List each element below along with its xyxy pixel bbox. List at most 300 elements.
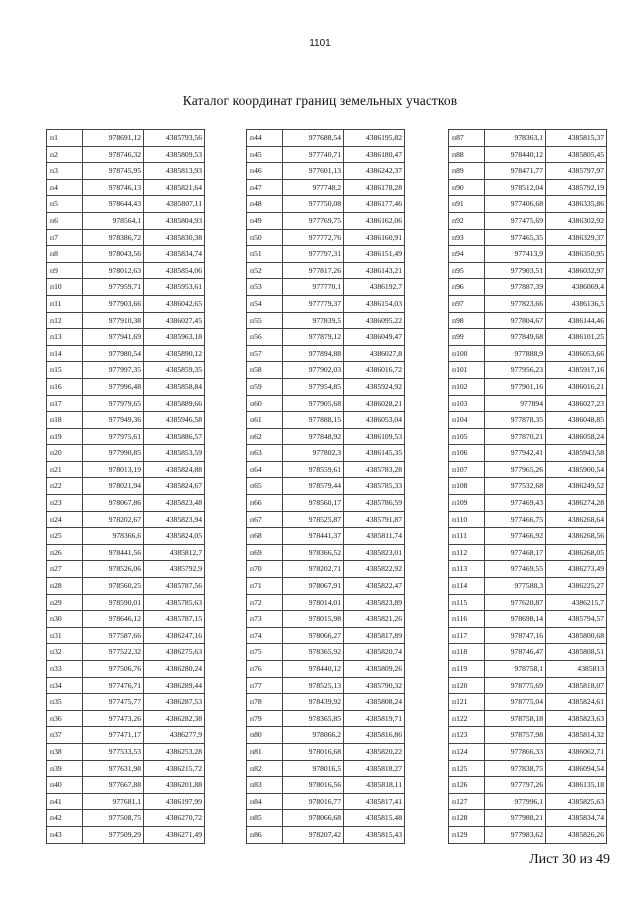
y-coordinate: 4386201,88	[144, 777, 205, 794]
x-coordinate: 977750,08	[283, 196, 344, 213]
table-row	[247, 412, 405, 429]
x-coordinate: 977838,75	[485, 760, 546, 777]
x-coordinate: 978066,2	[283, 727, 344, 744]
y-coordinate: 4385823,89	[344, 594, 405, 611]
point-label: п33	[47, 661, 83, 678]
table-row	[247, 810, 405, 827]
x-coordinate: 977620,87	[485, 594, 546, 611]
table-row	[247, 528, 405, 545]
point-label: п71	[247, 578, 283, 595]
y-coordinate: 4385819,71	[344, 710, 405, 727]
table-row	[247, 727, 405, 744]
x-coordinate: 978560,17	[283, 495, 344, 512]
point-label: п83	[247, 777, 283, 794]
x-coordinate: 977770,1	[283, 279, 344, 296]
point-label: п77	[247, 677, 283, 694]
point-label: п30	[47, 611, 83, 628]
table-row	[247, 295, 405, 312]
table-row	[247, 743, 405, 760]
table-row	[449, 312, 607, 329]
point-label: п81	[247, 743, 283, 760]
y-coordinate: 4385853,59	[144, 445, 205, 462]
x-coordinate: 977748,2	[283, 179, 344, 196]
point-label: п55	[247, 312, 283, 329]
table-row	[247, 677, 405, 694]
x-coordinate: 978043,56	[83, 246, 144, 263]
x-coordinate: 977997,35	[83, 362, 144, 379]
table-row	[247, 578, 405, 595]
x-coordinate: 977802,3	[283, 445, 344, 462]
y-coordinate: 4386144,46	[546, 312, 607, 329]
y-coordinate: 4385813,93	[144, 163, 205, 180]
y-coordinate: 4385817,41	[344, 793, 405, 810]
x-coordinate: 977522,32	[83, 644, 144, 661]
y-coordinate: 4385786,59	[344, 495, 405, 512]
table-row	[449, 345, 607, 362]
table-row	[247, 212, 405, 229]
y-coordinate: 4386247,16	[144, 627, 205, 644]
x-coordinate: 978745,95	[83, 163, 144, 180]
y-coordinate: 4385785,33	[344, 478, 405, 495]
point-label: п126	[449, 777, 485, 794]
point-label: п12	[47, 312, 83, 329]
table-row	[449, 594, 607, 611]
y-coordinate: 4385818,27	[344, 760, 405, 777]
point-label: п23	[47, 495, 83, 512]
x-coordinate: 977667,88	[83, 777, 144, 794]
table-row	[247, 395, 405, 412]
point-label: п69	[247, 544, 283, 561]
point-label: п118	[449, 644, 485, 661]
x-coordinate: 978746,13	[83, 179, 144, 196]
y-coordinate: 4385804,93	[144, 212, 205, 229]
x-coordinate: 978363,1	[485, 130, 546, 147]
point-label: п53	[247, 279, 283, 296]
point-label: п66	[247, 495, 283, 512]
y-coordinate: 4386195,82	[344, 130, 405, 147]
table-row	[449, 544, 607, 561]
table-row	[449, 495, 607, 512]
point-label: п48	[247, 196, 283, 213]
y-coordinate: 4385858,84	[144, 378, 205, 395]
x-coordinate: 978775,04	[485, 694, 546, 711]
point-label: п57	[247, 345, 283, 362]
table-row	[449, 743, 607, 760]
y-coordinate: 4385794,57	[546, 611, 607, 628]
table-row	[247, 428, 405, 445]
point-label: п124	[449, 743, 485, 760]
point-label: п51	[247, 246, 283, 263]
point-label: п52	[247, 262, 283, 279]
table-row	[47, 661, 205, 678]
x-coordinate: 977466,92	[485, 528, 546, 545]
y-coordinate: 4385791,87	[344, 511, 405, 528]
table-row	[449, 561, 607, 578]
table-row	[47, 412, 205, 429]
x-coordinate: 977849,68	[485, 329, 546, 346]
x-coordinate: 978590,01	[83, 594, 144, 611]
table-row	[47, 378, 205, 395]
point-label: п75	[247, 644, 283, 661]
x-coordinate: 977990,85	[83, 445, 144, 462]
y-coordinate: 4386287,53	[144, 694, 205, 711]
y-coordinate: 4385792,19	[546, 179, 607, 196]
x-coordinate: 977879,12	[283, 329, 344, 346]
y-coordinate: 4386027,45	[144, 312, 205, 329]
table-row	[247, 378, 405, 395]
y-coordinate: 4386289,44	[144, 677, 205, 694]
x-coordinate: 977532,68	[485, 478, 546, 495]
table-row	[247, 179, 405, 196]
y-coordinate: 4386027,23	[546, 395, 607, 412]
point-label: п50	[247, 229, 283, 246]
point-label: п86	[247, 826, 283, 843]
point-label: п43	[47, 826, 83, 843]
y-coordinate: 4386032,97	[546, 262, 607, 279]
y-coordinate: 4385834,74	[546, 810, 607, 827]
table-row	[47, 627, 205, 644]
y-coordinate: 4386268,64	[546, 511, 607, 528]
x-coordinate: 978014,01	[283, 594, 344, 611]
x-coordinate: 978012,63	[83, 262, 144, 279]
point-label: п97	[449, 295, 485, 312]
x-coordinate: 978564,1	[83, 212, 144, 229]
table-row	[449, 478, 607, 495]
table-row	[47, 445, 205, 462]
table-row	[47, 578, 205, 595]
point-label: п20	[47, 445, 83, 462]
x-coordinate: 977983,62	[485, 826, 546, 843]
point-label: п54	[247, 295, 283, 312]
coordinates-table-middle	[246, 129, 405, 844]
x-coordinate: 978066,68	[283, 810, 344, 827]
y-coordinate: 4386280,24	[144, 661, 205, 678]
y-coordinate: 4386274,28	[546, 495, 607, 512]
table-row	[247, 262, 405, 279]
point-label: п115	[449, 594, 485, 611]
y-coordinate: 4386215,7	[546, 594, 607, 611]
table-row	[449, 196, 607, 213]
y-coordinate: 4386058,24	[546, 428, 607, 445]
y-coordinate: 4386154,03	[344, 295, 405, 312]
y-coordinate: 4386271,49	[144, 826, 205, 843]
table-row	[247, 246, 405, 263]
x-coordinate: 978440,12	[485, 146, 546, 163]
y-coordinate: 4385924,92	[344, 378, 405, 395]
y-coordinate: 4385823,94	[144, 511, 205, 528]
point-label: п120	[449, 677, 485, 694]
table-row	[47, 826, 205, 843]
table-row	[247, 146, 405, 163]
x-coordinate: 978758,1	[485, 661, 546, 678]
table-row	[247, 594, 405, 611]
table-row	[247, 544, 405, 561]
point-label: п116	[449, 611, 485, 628]
point-label: п72	[247, 594, 283, 611]
table-row	[247, 694, 405, 711]
point-label: п14	[47, 345, 83, 362]
table-row	[449, 677, 607, 694]
y-coordinate: 4385854,06	[144, 262, 205, 279]
y-coordinate: 4385859,35	[144, 362, 205, 379]
y-coordinate: 4385811,74	[344, 528, 405, 545]
y-coordinate: 4385815,48	[344, 810, 405, 827]
x-coordinate: 978746,32	[83, 146, 144, 163]
point-label: п4	[47, 179, 83, 196]
x-coordinate: 977954,85	[283, 378, 344, 395]
x-coordinate: 977956,23	[485, 362, 546, 379]
table-row	[47, 727, 205, 744]
point-label: п104	[449, 412, 485, 429]
y-coordinate: 4386028,21	[344, 395, 405, 412]
point-label: п31	[47, 627, 83, 644]
table-row	[47, 329, 205, 346]
table-row	[247, 345, 405, 362]
y-coordinate: 4385800,68	[546, 627, 607, 644]
coordinates-table-left	[46, 129, 205, 844]
point-label: п8	[47, 246, 83, 263]
y-coordinate: 4385917,16	[546, 362, 607, 379]
point-label: п18	[47, 412, 83, 429]
y-coordinate: 4386277,9	[144, 727, 205, 744]
table-row	[47, 561, 205, 578]
table-row	[247, 495, 405, 512]
y-coordinate: 4385807,11	[144, 196, 205, 213]
table-row	[449, 445, 607, 462]
table-row	[449, 130, 607, 147]
x-coordinate: 978067,86	[83, 495, 144, 512]
x-coordinate: 977772,76	[283, 229, 344, 246]
table-row	[449, 694, 607, 711]
x-coordinate: 978016,77	[283, 793, 344, 810]
table-row	[47, 677, 205, 694]
x-coordinate: 977688,54	[283, 130, 344, 147]
x-coordinate: 977631,98	[83, 760, 144, 777]
y-coordinate: 4386016,21	[546, 378, 607, 395]
y-coordinate: 4385886,57	[144, 428, 205, 445]
x-coordinate: 977817,26	[283, 262, 344, 279]
table-row	[449, 295, 607, 312]
table-row	[47, 461, 205, 478]
point-label: п109	[449, 495, 485, 512]
point-label: п82	[247, 760, 283, 777]
table-row	[449, 246, 607, 263]
x-coordinate: 977894,88	[283, 345, 344, 362]
x-coordinate: 977902,03	[283, 362, 344, 379]
point-label: п36	[47, 710, 83, 727]
point-label: п25	[47, 528, 83, 545]
point-label: п13	[47, 329, 83, 346]
x-coordinate: 977475,69	[485, 212, 546, 229]
x-coordinate: 977797,31	[283, 246, 344, 263]
point-label: п15	[47, 362, 83, 379]
point-label: п37	[47, 727, 83, 744]
point-label: п108	[449, 478, 485, 495]
x-coordinate: 977901,16	[485, 378, 546, 395]
table-row	[449, 146, 607, 163]
point-label: п80	[247, 727, 283, 744]
table-row	[47, 395, 205, 412]
x-coordinate: 978646,12	[83, 611, 144, 628]
table-row	[47, 495, 205, 512]
point-label: п63	[247, 445, 283, 462]
point-label: п90	[449, 179, 485, 196]
x-coordinate: 977601,13	[283, 163, 344, 180]
x-coordinate: 978202,71	[283, 561, 344, 578]
y-coordinate: 4385816,86	[344, 727, 405, 744]
y-coordinate: 4386249,52	[546, 478, 607, 495]
table-row	[449, 627, 607, 644]
x-coordinate: 978746,47	[485, 644, 546, 661]
table-row	[449, 710, 607, 727]
y-coordinate: 4386270,72	[144, 810, 205, 827]
table-row	[449, 395, 607, 412]
x-coordinate: 978021,94	[83, 478, 144, 495]
table-row	[449, 727, 607, 744]
table-row	[449, 661, 607, 678]
x-coordinate: 977888,15	[283, 412, 344, 429]
point-label: п68	[247, 528, 283, 545]
point-label: п49	[247, 212, 283, 229]
y-coordinate: 4386177,46	[344, 196, 405, 213]
table-row	[247, 163, 405, 180]
point-label: п56	[247, 329, 283, 346]
x-coordinate: 977942,41	[485, 445, 546, 462]
x-coordinate: 977870,21	[485, 428, 546, 445]
table-row	[47, 594, 205, 611]
table-row	[247, 329, 405, 346]
point-label: п29	[47, 594, 83, 611]
point-label: п88	[449, 146, 485, 163]
table-row	[247, 644, 405, 661]
table-row	[449, 760, 607, 777]
point-label: п85	[247, 810, 283, 827]
y-coordinate: 4386143,21	[344, 262, 405, 279]
point-label: п112	[449, 544, 485, 561]
y-coordinate: 4386027,8	[344, 345, 405, 362]
y-coordinate: 4386178,28	[344, 179, 405, 196]
y-coordinate: 4386160,91	[344, 229, 405, 246]
y-coordinate: 4386151,49	[344, 246, 405, 263]
x-coordinate: 978691,12	[83, 130, 144, 147]
x-coordinate: 977588,3	[485, 578, 546, 595]
y-coordinate: 4385823,48	[144, 495, 205, 512]
y-coordinate: 4385815,37	[546, 130, 607, 147]
table-row	[47, 528, 205, 545]
x-coordinate: 978526,06	[83, 561, 144, 578]
y-coordinate: 4385824,61	[546, 694, 607, 711]
x-coordinate: 977905,68	[283, 395, 344, 412]
point-label: п100	[449, 345, 485, 362]
table-row	[247, 130, 405, 147]
y-coordinate: 4386016,72	[344, 362, 405, 379]
table-row	[449, 329, 607, 346]
table-row	[47, 163, 205, 180]
x-coordinate: 978016,5	[283, 760, 344, 777]
point-label: п76	[247, 661, 283, 678]
point-label: п46	[247, 163, 283, 180]
x-coordinate: 977476,71	[83, 677, 144, 694]
point-label: п91	[449, 196, 485, 213]
point-label: п114	[449, 578, 485, 595]
y-coordinate: 4385809,53	[144, 146, 205, 163]
table-row	[247, 826, 405, 843]
table-row	[47, 611, 205, 628]
x-coordinate: 978016,56	[283, 777, 344, 794]
y-coordinate: 4385787,56	[144, 578, 205, 595]
table-row	[449, 362, 607, 379]
coordinates-table-right	[448, 129, 607, 844]
x-coordinate: 977823,66	[485, 295, 546, 312]
y-coordinate: 4386062,71	[546, 743, 607, 760]
x-coordinate: 978366,52	[283, 544, 344, 561]
y-coordinate: 4385797,97	[546, 163, 607, 180]
x-coordinate: 977508,75	[83, 810, 144, 827]
y-coordinate: 4385824,88	[144, 461, 205, 478]
x-coordinate: 977468,17	[485, 544, 546, 561]
point-label: п40	[47, 777, 83, 794]
table-row	[47, 246, 205, 263]
point-label: п73	[247, 611, 283, 628]
y-coordinate: 4386215,72	[144, 760, 205, 777]
x-coordinate: 977996,48	[83, 378, 144, 395]
y-coordinate: 4385825,63	[546, 793, 607, 810]
table-row	[449, 644, 607, 661]
table-row	[449, 511, 607, 528]
y-coordinate: 4386242,37	[344, 163, 405, 180]
y-coordinate: 4386225,27	[546, 578, 607, 595]
y-coordinate: 4386136,5	[546, 295, 607, 312]
table-row	[449, 378, 607, 395]
x-coordinate: 978016,68	[283, 743, 344, 760]
x-coordinate: 978757,98	[485, 727, 546, 744]
y-coordinate: 4386273,49	[546, 561, 607, 578]
x-coordinate: 978579,44	[283, 478, 344, 495]
y-coordinate: 4385808,24	[344, 694, 405, 711]
x-coordinate: 977996,1	[485, 793, 546, 810]
table-row	[247, 777, 405, 794]
table-row	[47, 544, 205, 561]
x-coordinate: 978441,37	[283, 528, 344, 545]
table-row	[449, 262, 607, 279]
y-coordinate: 4385824,67	[144, 478, 205, 495]
point-label: п3	[47, 163, 83, 180]
point-label: п61	[247, 412, 283, 429]
point-label: п92	[449, 212, 485, 229]
table-row	[449, 229, 607, 246]
table-row	[247, 229, 405, 246]
point-label: п94	[449, 246, 485, 263]
point-label: п101	[449, 362, 485, 379]
x-coordinate: 978207,42	[283, 826, 344, 843]
table-row	[449, 163, 607, 180]
table-row	[247, 627, 405, 644]
point-label: п99	[449, 329, 485, 346]
table-row	[47, 212, 205, 229]
y-coordinate: 4385821,64	[144, 179, 205, 196]
x-coordinate: 977804,67	[485, 312, 546, 329]
point-label: п103	[449, 395, 485, 412]
y-coordinate: 4385790,32	[344, 677, 405, 694]
table-row	[47, 312, 205, 329]
point-label: п125	[449, 760, 485, 777]
table-row	[247, 196, 405, 213]
y-coordinate: 4385826,26	[546, 826, 607, 843]
table-row	[47, 644, 205, 661]
y-coordinate: 4385943,58	[546, 445, 607, 462]
point-label: п79	[247, 710, 283, 727]
table-row	[47, 262, 205, 279]
